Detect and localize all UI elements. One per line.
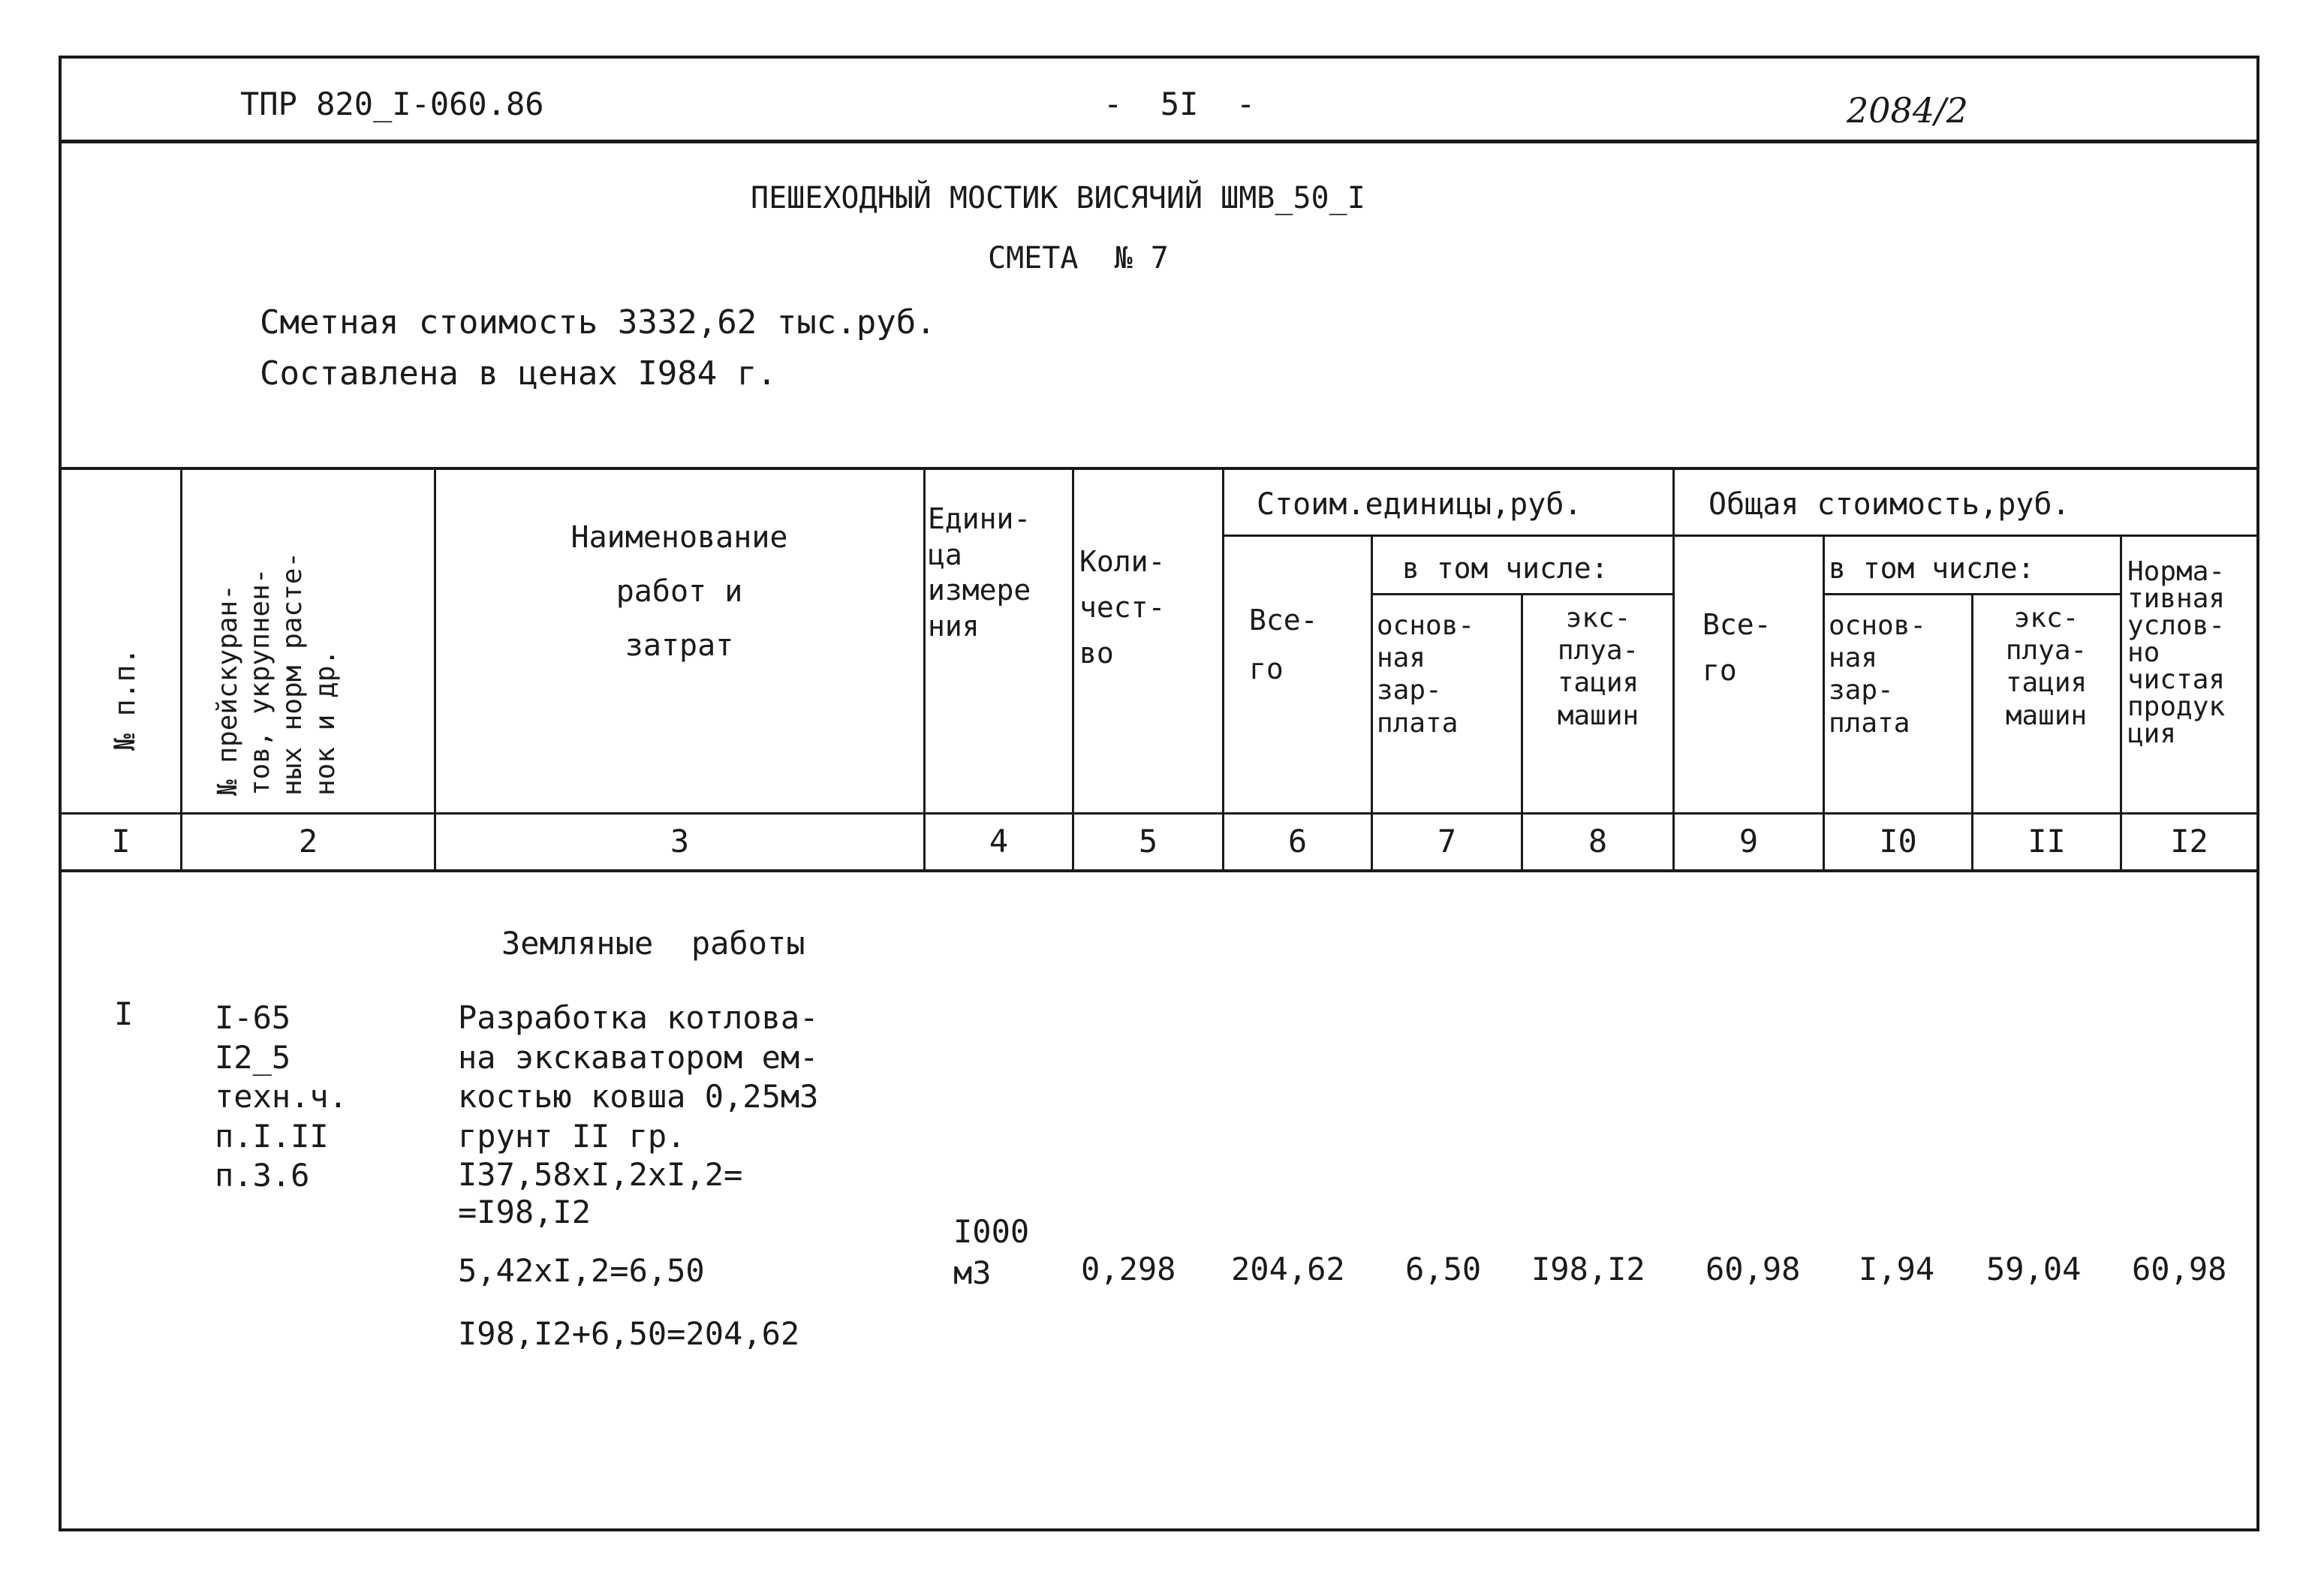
row-calc-3: I98,I2+6,50=204,62 [458,1315,800,1352]
col-sep-4 [1072,470,1074,871]
colnum-11: II [2028,823,2066,860]
header-col3: Наименование работ и затрат [570,520,788,663]
left-border [59,56,62,1531]
handwritten-number: 2084/2 [1847,90,1968,131]
estimated-cost: Сметная стоимость 3332,62 тыс.руб. [260,303,936,342]
header-col9: Все- го [1702,608,1772,687]
colnum-6: 6 [1287,823,1308,860]
colnum-1: I [111,823,131,860]
col-sep-8 [1672,470,1675,871]
row-unit-machines: I98,I2 [1531,1251,1645,1287]
header-col7: основ- ная зар- плата [1377,610,1475,739]
colnum-3: 3 [670,823,690,860]
row-reference: I-65 I2_5 техн.ч. п.I.II п.3.6 [215,999,348,1194]
col-sep-5 [1222,470,1224,871]
header-unit-incl: в том числе: [1402,552,1609,585]
right-border [2256,56,2259,1531]
row-calc-1: I37,58xI,2xI,2= =I98,I2 [458,1156,743,1231]
row-total-salary: I,94 [1859,1251,1935,1287]
colnum-5: 5 [1138,823,1158,860]
row-quantity: 0,298 [1081,1251,1176,1287]
row-net-product: 60,98 [2132,1251,2227,1287]
row-unit-total: 204,62 [1231,1251,1345,1287]
section-title: Земляные работы [501,925,805,962]
row-unit: I000 м3 [953,1213,1030,1291]
header-col10: основ- ная зар- плата [1829,610,1927,739]
bottom-border [59,1528,2259,1531]
document-title: ПЕШЕХОДНЫЙ МОСТИК ВИСЯЧИЙ ШМВ_50_I [751,181,1365,215]
header-col1: № п.п. [108,647,141,751]
colnum-12: I2 [2170,823,2208,860]
header-divider [62,140,2256,143]
colnum-10: I0 [1879,823,1917,860]
doc-code: ТПР 820_I-060.86 [240,86,544,122]
col-sep-11 [2120,535,2122,871]
row-work-name: Разработка котлова- на экскаватором ем- костью ковша 0,25м3 грунт II гр. [458,999,819,1155]
estimate-number: СМЕТА № 7 [988,241,1169,276]
col-sep-1 [180,470,182,871]
col-sep-9 [1823,535,1825,871]
header-col6: Все- го [1249,604,1318,685]
colnum-2: 2 [298,823,318,860]
col-sep-6 [1371,535,1373,871]
header-unit-cost: Стоим.единицы,руб. [1257,487,1582,522]
price-basis: Составлена в ценах I984 г. [260,354,777,393]
header-total-incl: в том числе: [1829,552,2035,585]
colnum-9: 9 [1739,823,1759,860]
row-unit-salary: 6,50 [1405,1251,1482,1287]
colnum-7: 7 [1437,823,1457,860]
row-total-machines: 59,04 [1986,1251,2082,1287]
header-total-cost: Общая стоимость,руб. [1708,487,2070,522]
top-border [59,56,2259,59]
colnum-4: 4 [989,823,1009,860]
header-col4: Едини- ца измере ния [928,502,1031,643]
header-col2: № прейскуран- тов, укрупнен- ных норм расте- нок и др. [212,551,341,796]
colnum-bottom-line [62,869,2256,872]
header-bottom-line [62,812,2256,815]
header-col5: Коли- чест- во [1079,545,1166,670]
row-number: I [114,995,134,1032]
col-sep-3 [923,470,926,871]
header-col11: экс- плуа- тация машин [2005,603,2088,731]
page-number: - 5I - [1103,86,1256,122]
header-col8: экс- плуа- тация машин [1557,603,1639,731]
table-top-line [62,467,2256,470]
colnum-8: 8 [1588,823,1608,860]
header-col12: Норма- тивная услов- но чистая продук ция [2127,556,2226,749]
group-header-line [1222,535,2256,537]
row-calc-2: 5,42xI,2=6,50 [458,1252,705,1289]
row-total: 60,98 [1705,1251,1801,1287]
